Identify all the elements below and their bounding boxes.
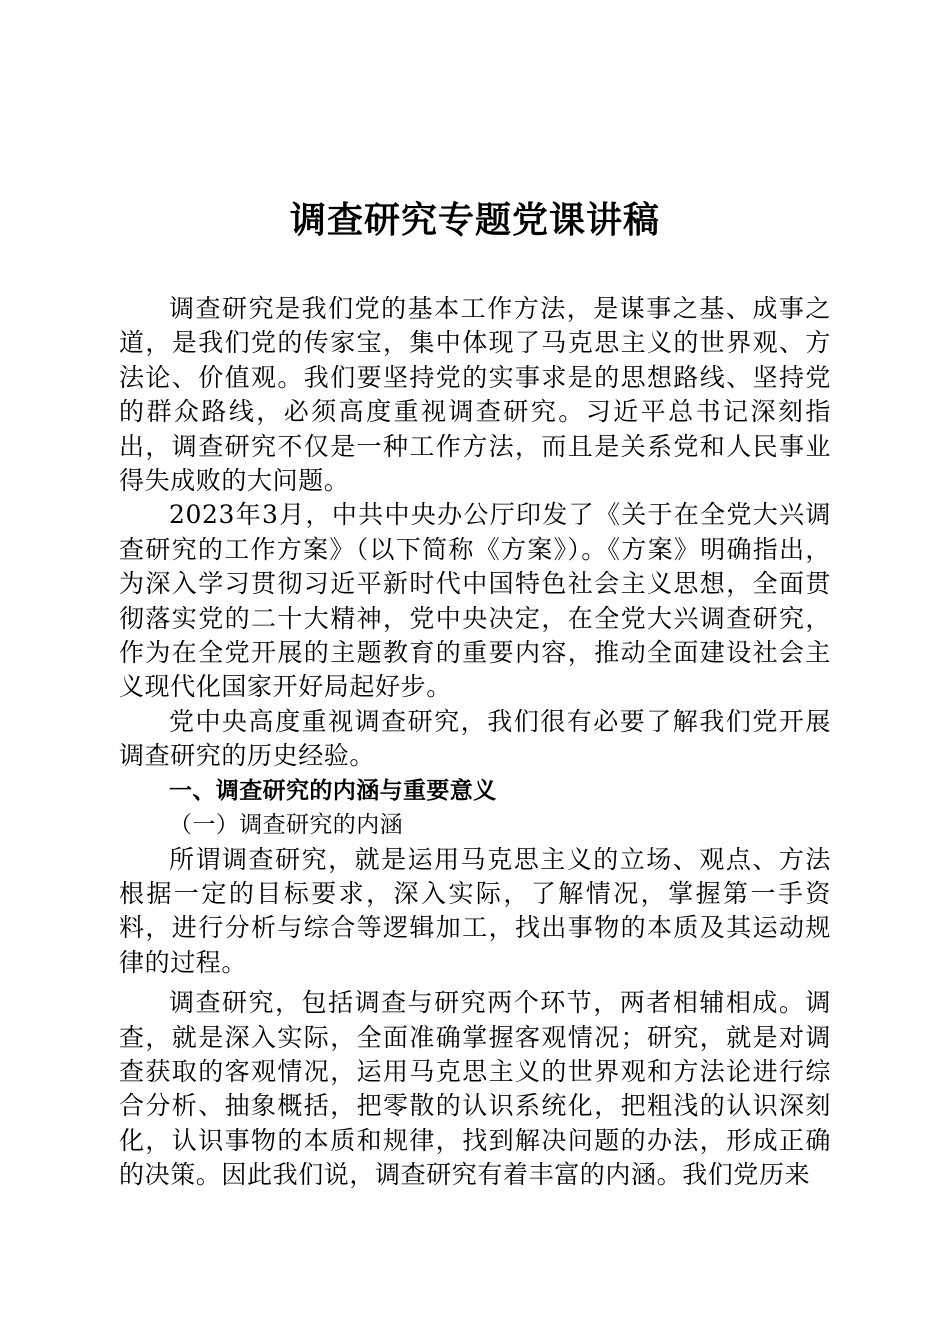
paragraph-components: 调查研究，包括调查与研究两个环节，两者相辅相成。调查，就是深入实际，全面准确掌握客观情况；研究，就是对调查获取的客观情况，运用马克思主义的世界观和方法论进行综合分析、抽象概括，把零散的认识系统化，把粗浅的认识深刻化，认识事物的本质和规律，找到解决问题的办法，形成正确的决策。因此我们说，调查研究有着丰富的内涵。我们党历来 [119, 988, 831, 1190]
paragraph-history: 党中央高度重视调查研究，我们很有必要了解我们党开展调查研究的历史经验。 [119, 706, 831, 771]
subsection-heading: （一）调查研究的内涵 [169, 812, 403, 839]
paragraph-definition: 所谓调查研究，就是运用马克思主义的立场、观点、方法根据一定的目标要求，深入实际，了解情况，掌握第一手资料，进行分析与综合等逻辑加工，找出事物的本质及其运动规律的过程。 [119, 844, 831, 977]
document-title: 调查研究专题党课讲稿 [289, 199, 660, 241]
paragraph-intro: 调查研究是我们党的基本工作方法，是谋事之基、成事之道，是我们党的传家宝，集中体现了马克思主义的世界观、方法论、价值观。我们要坚持党的实事求是的思想路线、坚持党的群众路线，必须高度重视调查研究。习近平总书记深刻指出，调查研究不仅是一种工作方法，而且是关系党和人民事业得失成败的大问题。 [119, 294, 831, 496]
document-body [119, 292, 831, 1193]
section-heading: 一、调查研究的内涵与重要意义 [169, 777, 497, 804]
paragraph-plan: 2023年3月，中共中央办公厅印发了《关于在全党大兴调查研究的工作方案》（以下简称《方案》）。《方案》明确指出，为深入学习贯彻习近平新时代中国特色社会主义思想，全面贯彻落实党的二十大精神，党中央决定，在全党大兴调查研究，作为在全党开展的主题教育的重要内容，推动全面建设社会主义现代化国家开好局起好步。 [119, 500, 831, 702]
